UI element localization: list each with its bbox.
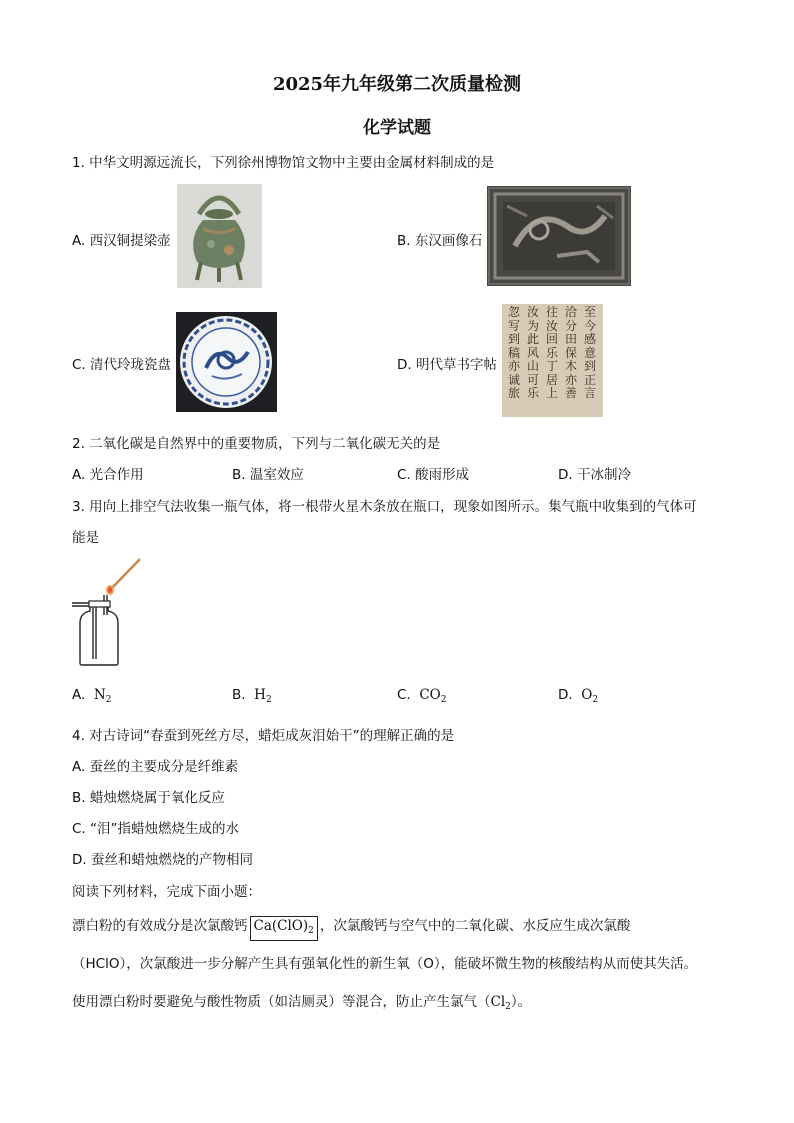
q1-option-b: B. 东汉画像石 <box>397 233 483 249</box>
q2-option-b: B. 温室效应 <box>232 467 304 483</box>
q3-option-d <box>558 687 598 705</box>
calligraphy-image <box>502 304 603 417</box>
option-letter: D. <box>558 687 573 703</box>
formula-subscript: 2 <box>592 695 599 705</box>
question-2-stem: 2. 二氧化碳是自然界中的重要物质，下列与二氧化碳无关的是 <box>72 436 441 452</box>
q3-option-c <box>397 687 446 705</box>
page-title: 2025年九年级第二次质量检测 <box>272 74 522 95</box>
calligraphy-column: 至今感意到正言 <box>584 305 597 400</box>
formula-base: O <box>581 687 593 703</box>
formula-base: N <box>93 687 106 703</box>
q4-option-c: C. “泪”指蜡烛燃烧生成的水 <box>72 821 239 837</box>
stone-relief-image <box>487 186 631 286</box>
material-paragraph-1 <box>72 914 630 941</box>
formula-base: Cl <box>490 994 506 1010</box>
q1-option-d: D. 明代草书字帖 <box>397 357 497 373</box>
question-1-stem: 1. 中华文明源远流长，下列徐州博物馆文物中主要由金属材料制成的是 <box>72 155 495 171</box>
q1-option-a: A. 西汉铜提梁壶 <box>72 233 171 249</box>
calligraphy-column: 忽写到稿亦诚旅 <box>508 305 521 400</box>
q2-option-d: D. 干冰制冷 <box>558 467 631 483</box>
q4-option-a: A. 蚕丝的主要成分是纤维素 <box>72 759 239 775</box>
question-3-stem-continued: 能是 <box>72 530 99 546</box>
material-text: ）。 <box>510 994 532 1010</box>
calligraphy-column: 洽分田保木亦善 <box>565 305 578 400</box>
page-subtitle: 化学试题 <box>363 118 431 138</box>
option-letter: B. <box>232 687 246 703</box>
formula-base: H <box>254 687 266 703</box>
q3-option-b <box>232 687 272 705</box>
formula-subscript: 2 <box>505 1002 511 1012</box>
question-4-stem: 4. 对古诗词“春蚕到死丝方尽，蜡炬成灰泪始干”的理解正确的是 <box>72 728 455 744</box>
calligraphy-column: 往汝回乐丁居上 <box>546 305 559 400</box>
material-intro: 阅读下列材料，完成下面小题： <box>72 884 261 900</box>
q1-option-c: C. 清代玲珑瓷盘 <box>72 357 172 373</box>
option-letter: A. <box>72 687 86 703</box>
formula-base: Ca(ClO) <box>253 918 309 934</box>
gas-bottle-diagram <box>70 555 150 670</box>
formula-bracket <box>250 916 318 941</box>
material-text: 使用漂白粉时要避免与酸性物质（如洁厕灵）等混合，防止产生氯气（ <box>72 994 491 1010</box>
q4-option-b: B. 蜡烛燃烧属于氧化反应 <box>72 790 225 806</box>
formula-subscript: 2 <box>440 695 447 705</box>
question-3-stem: 3. 用向上排空气法收集一瓶气体，将一根带火星木条放在瓶口，现象如图所示。集气瓶中收集到的气体可 <box>72 499 697 515</box>
q3-option-a <box>72 687 111 705</box>
material-text: 漂白粉的有效成分是次氯酸钙 <box>72 918 248 934</box>
q2-option-a: A. 光合作用 <box>72 467 144 483</box>
formula-base: CO <box>419 687 441 703</box>
formula-subscript: 2 <box>105 695 112 705</box>
calligraphy-column: 汝为此风山可乐 <box>527 305 540 400</box>
formula-subscript: 2 <box>265 695 272 705</box>
material-text: ，次氯酸钙与空气中的二氧化碳、水反应生成次氯酸 <box>319 918 631 934</box>
bronze-pot-image <box>177 184 262 288</box>
porcelain-plate-image <box>176 312 277 412</box>
formula-subscript: 2 <box>308 926 314 936</box>
material-paragraph-2: （HClO），次氯酸进一步分解产生具有强氧化性的新生氧（O），能破坏微生物的核酸结构从而使其失活。 <box>72 956 698 972</box>
option-letter: C. <box>397 687 411 703</box>
material-paragraph-3 <box>72 990 531 1012</box>
q4-option-d: D. 蚕丝和蜡烛燃烧的产物相同 <box>72 852 253 868</box>
q2-option-c: C. 酸雨形成 <box>397 467 470 483</box>
